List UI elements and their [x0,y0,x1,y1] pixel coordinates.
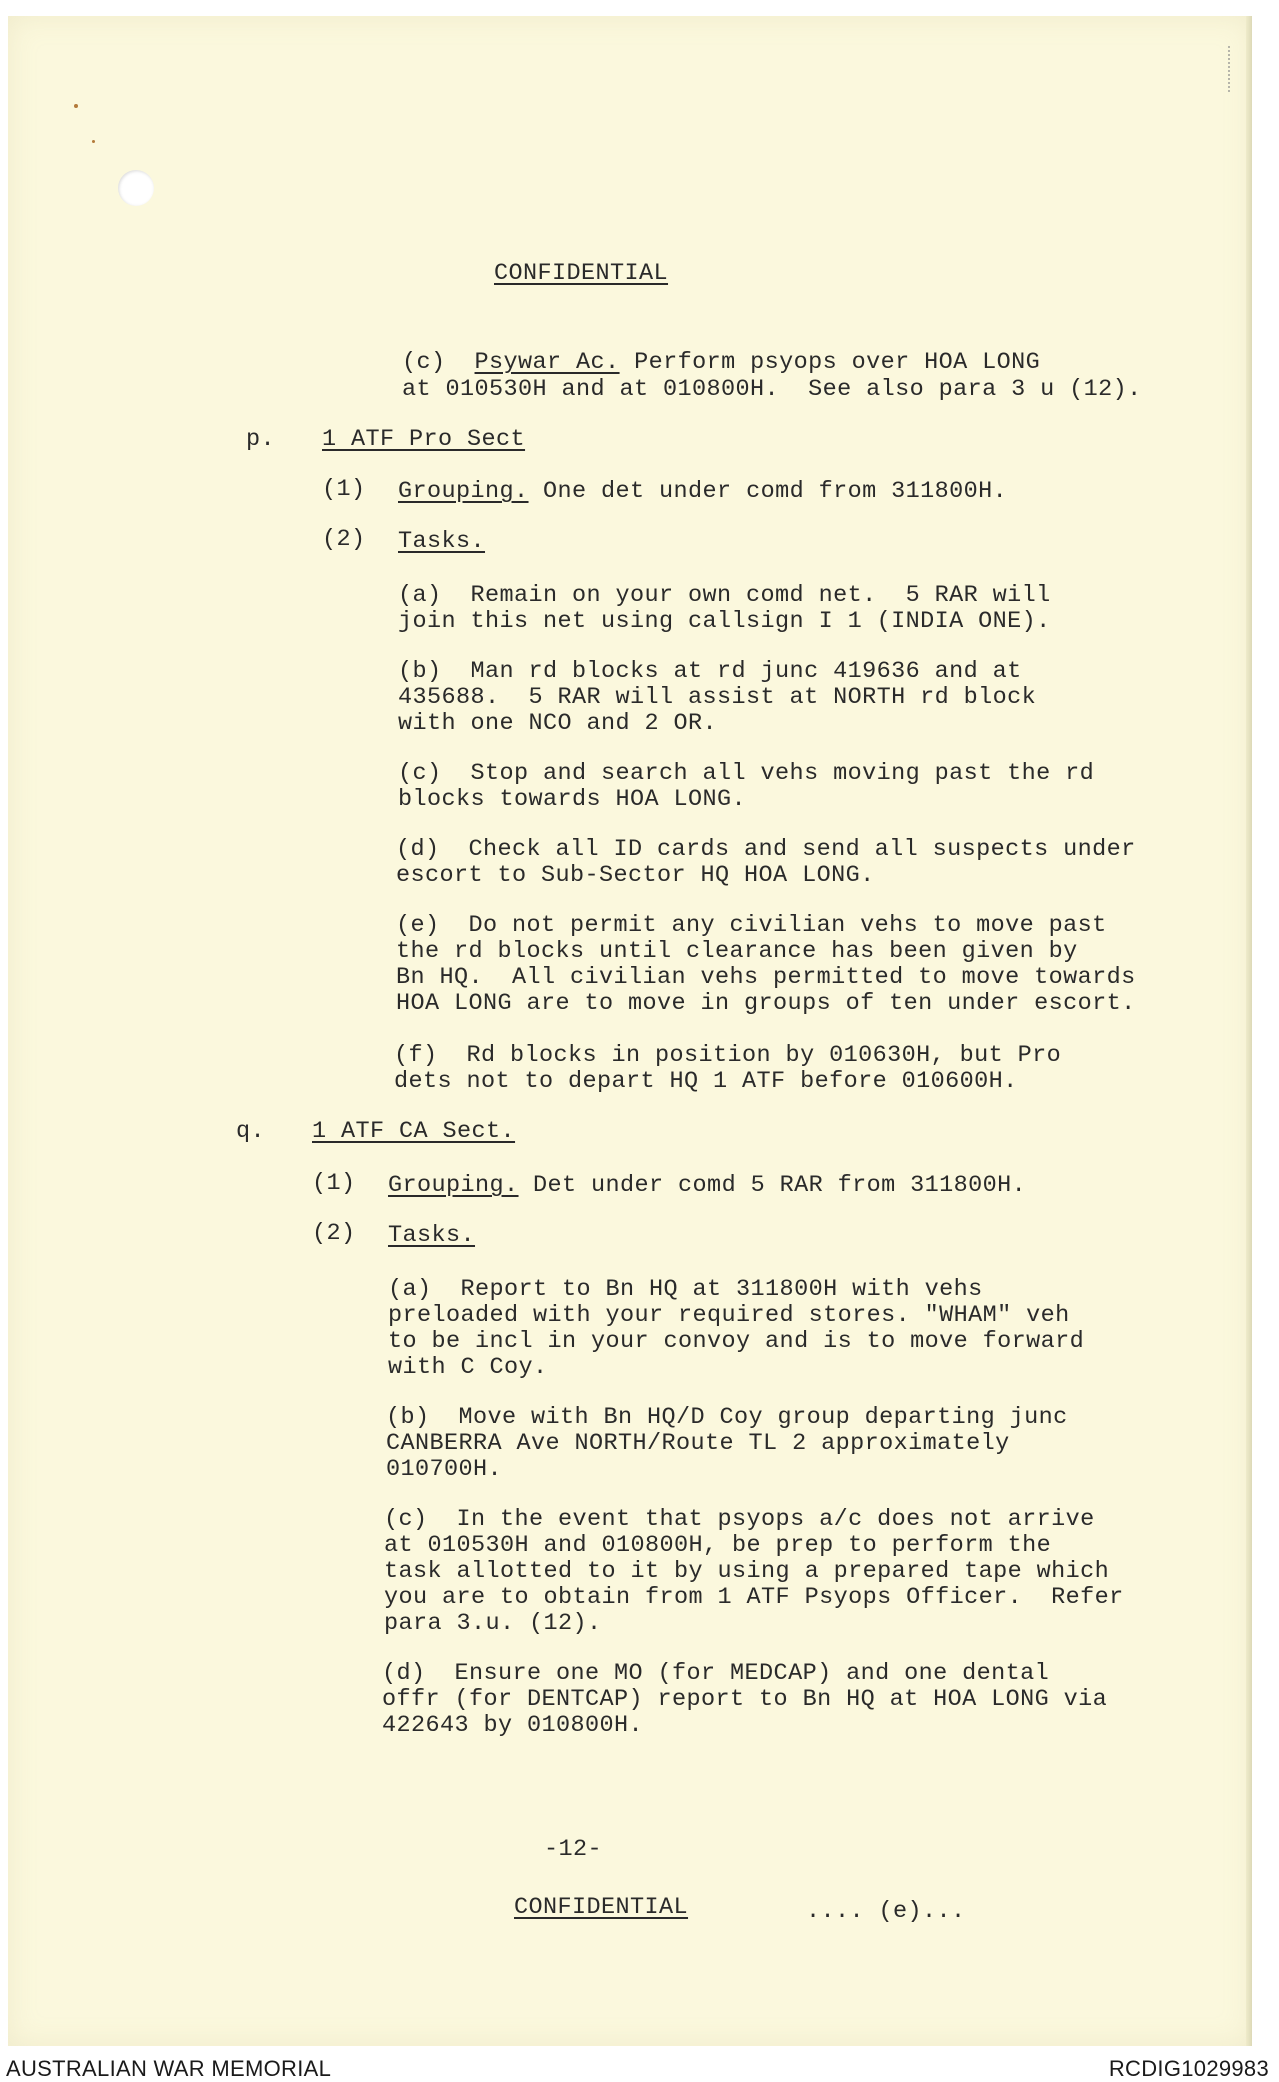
section-q-item-b-line1: (b) Move with Bn HQ/D Coy group departing junc [386,1404,1068,1431]
section-q-item-c-line4: you are to obtain from 1 ATF Psyops Officer. Refer [384,1584,1124,1611]
page-number: -12- [544,1836,603,1863]
section-p-item-d-line1: (d) Check all ID cards and send all suspects under [396,836,1136,863]
header-classification: CONFIDENTIAL [494,260,669,287]
section-q-item-c-line1: (c) In the event that psyops a/c does not arrive [384,1506,1095,1533]
section-q-item-c-line2: at 010530H and 010800H, be prep to perform the [384,1532,1052,1559]
section-p-item-c-line1: (c) Stop and search all vehs moving past the rd [398,760,1095,787]
section-p-grouping-text: One det under comd from 311800H. [528,478,1008,505]
section-q-title: 1 ATF CA Sect. [312,1118,516,1145]
section-p-item-e-line2: the rd blocks until clearance has been given by [396,938,1078,965]
section-p-item-b-line3: with one NCO and 2 OR. [398,710,718,737]
section-p-tasks-num: (2) [322,526,366,553]
para-c-title: Psywar Ac. [474,349,620,376]
archive-credit: AUSTRALIAN WAR MEMORIAL [6,2056,332,2081]
archive-id: RCDIG1029983 [1108,2056,1269,2081]
footer-classification: CONFIDENTIAL [514,1894,689,1921]
section-q-item-a-line1: (a) Report to Bn HQ at 311800H with vehs [388,1276,983,1303]
section-p-item-e-line3: Bn HQ. All civilian vehs permitted to move towards [396,964,1136,991]
section-p-item-d-line2: escort to Sub-Sector HQ HOA LONG. [396,862,875,889]
section-p-item-e-line4: HOA LONG are to move in groups of ten under escort. [396,990,1136,1017]
section-p-grouping-num: (1) [322,476,366,503]
section-q-grouping-title: Grouping. [388,1172,519,1199]
section-p-item-f-line2: dets not to depart HQ 1 ATF before 010600H. [394,1068,1018,1095]
section-q-item-c-line3: task allotted to it by using a prepared tape which [384,1558,1110,1585]
page-edge [1246,16,1252,2046]
para-c-label: (c) [402,349,446,376]
section-p-item-e-line1: (e) Do not permit any civilian vehs to move past [396,912,1107,939]
section-q-item-a-line4: with C Coy. [388,1354,548,1381]
para-c-line1 [402,351,1040,375]
section-q-item-b-line3: 010700H. [386,1456,503,1483]
section-q-letter: q. [236,1118,266,1145]
section-p-grouping [398,480,1007,504]
section-p-item-a-line1: (a) Remain on your own comd net. 5 RAR will [398,582,1051,609]
section-p-title: 1 ATF Pro Sect [322,426,526,453]
section-p-item-b-line2: 435688. 5 RAR will assist at NORTH rd block [398,684,1037,711]
section-p-grouping-title: Grouping. [398,478,529,505]
section-p-item-f-line1: (f) Rd blocks in position by 010630H, but Pro [394,1042,1062,1069]
staple-mark [1228,46,1240,92]
punch-hole [118,170,154,206]
section-q-grouping-text: Det under comd 5 RAR from 311800H. [518,1172,1027,1199]
section-p-item-b-line1: (b) Man rd blocks at rd junc 419636 and at [398,658,1022,685]
section-q-item-a-line2: preloaded with your required stores. "WHAM" veh [388,1302,1070,1329]
section-q-grouping-num: (1) [312,1170,356,1197]
section-q-item-a-line3: to be incl in your convoy and is to move forward [388,1328,1085,1355]
continuation-note: .... (e)... [806,1898,966,1925]
section-p-tasks-title: Tasks. [398,528,486,555]
para-c-line1-text: Perform psyops over HOA LONG [619,349,1041,376]
section-q-item-d-line2: offr (for DENTCAP) report to Bn HQ at HOA LONG via [382,1686,1108,1713]
section-q-tasks-num: (2) [312,1220,356,1247]
section-q-item-b-line2: CANBERRA Ave NORTH/Route TL 2 approximately [386,1430,1010,1457]
section-p-item-a-line2: join this net using callsign I 1 (INDIA ONE). [398,608,1051,635]
paper-speck [74,104,78,108]
section-q-item-c-line5: para 3.u. (12). [384,1610,602,1637]
section-q-item-d-line3: 422643 by 010800H. [382,1712,644,1739]
section-q-item-d-line1: (d) Ensure one MO (for MEDCAP) and one dental [382,1660,1050,1687]
section-q-tasks-title: Tasks. [388,1222,476,1249]
document-page [8,16,1252,2046]
section-q-grouping [388,1174,1026,1198]
paper-speck [92,140,95,143]
para-c-line2: at 010530H and at 010800H. See also para 3 u (12). [402,376,1142,403]
section-p-item-c-line2: blocks towards HOA LONG. [398,786,747,813]
section-p-letter: p. [246,426,276,453]
